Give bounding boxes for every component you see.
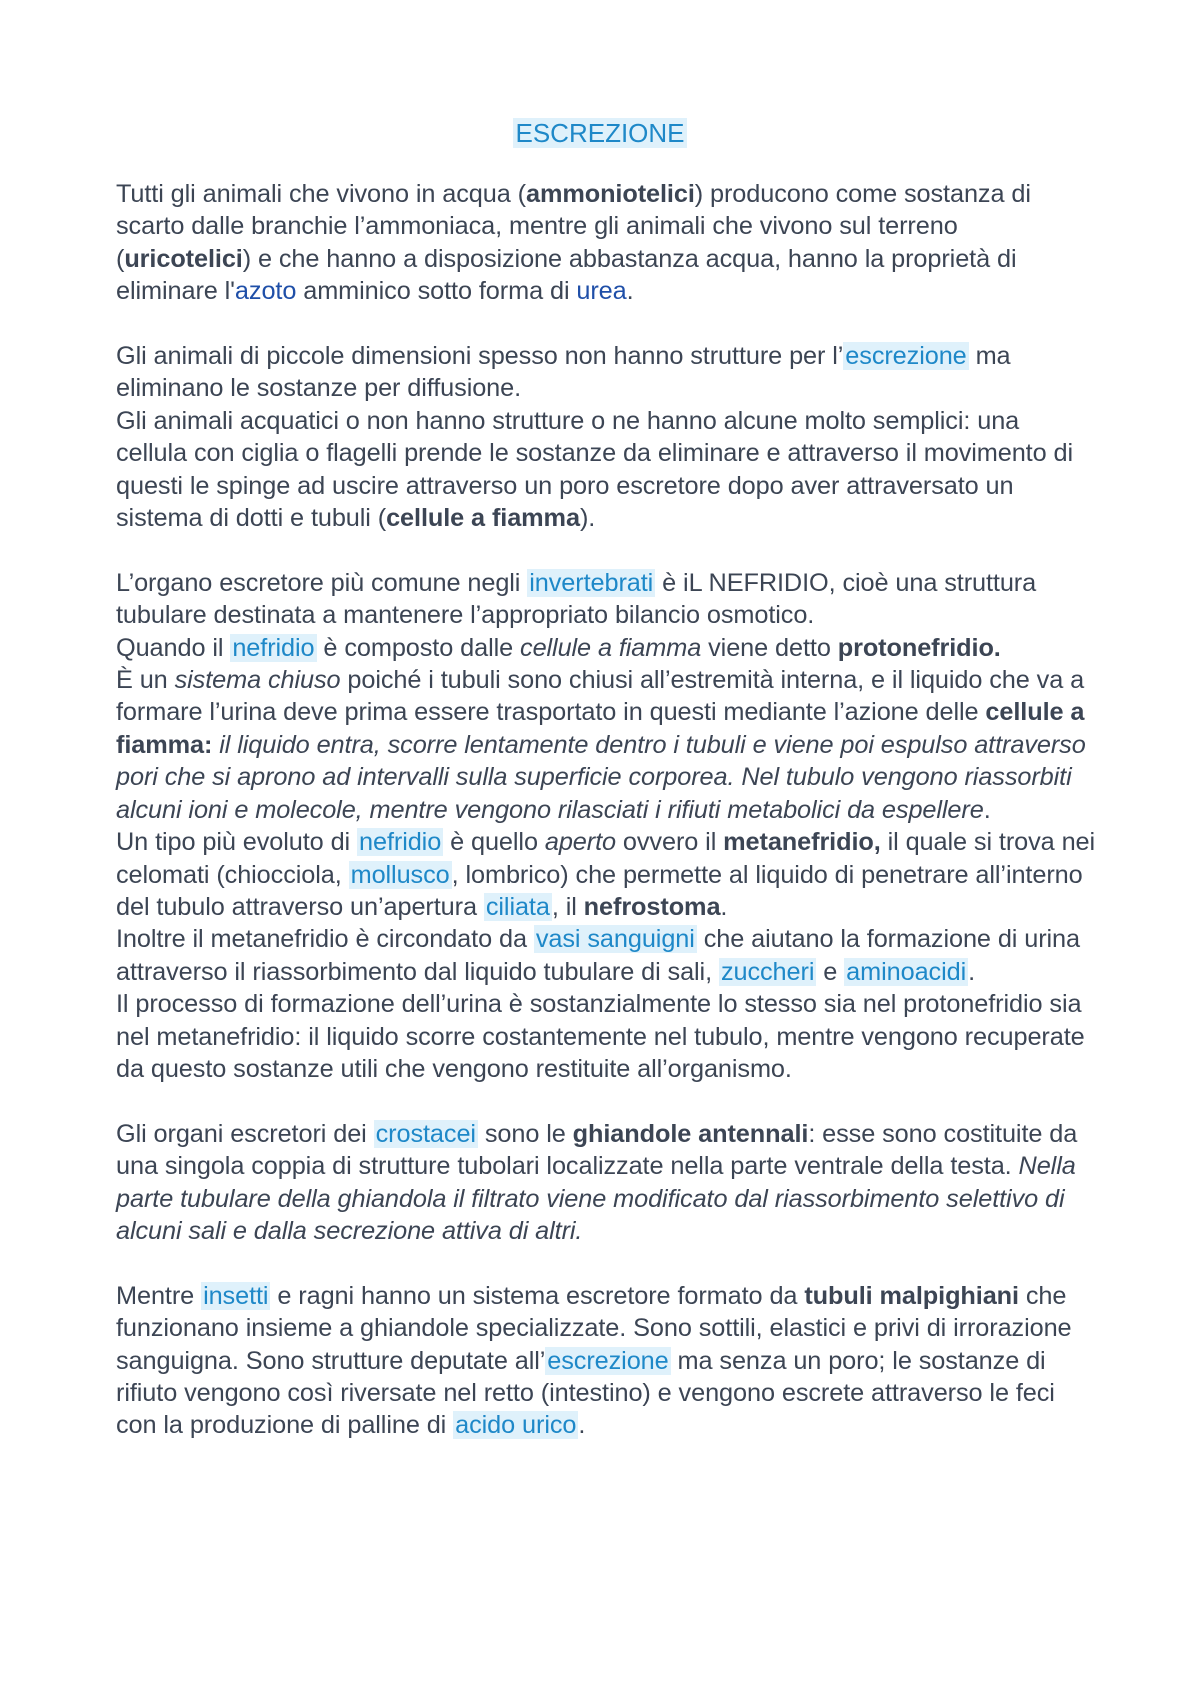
italic-aperto: aperto — [544, 828, 616, 857]
highlight-nefridio[interactable]: nefridio — [359, 828, 442, 857]
highlight-escrezione[interactable]: escrezione — [547, 1346, 669, 1375]
paragraph-gap — [116, 1085, 1096, 1117]
text: è iL NEFRIDIO, cioè una struttura tubulare destinata a mantenere l’appropriato bilancio osmotico. — [116, 568, 1037, 630]
text: amminico sotto forma di — [296, 277, 577, 306]
highlight-acido-urico[interactable]: acido urico — [455, 1411, 577, 1440]
highlight-insetti[interactable]: insetti — [203, 1281, 269, 1310]
highlight-escrezione[interactable]: escrezione — [845, 342, 967, 371]
link-azoto[interactable]: azoto — [234, 277, 297, 306]
term-tubuli-malpighiani: tubuli malpighiani — [804, 1281, 1019, 1310]
text: : esse sono costituite da una singola coppia di strutture tubolari localizzate nella parte ventrale della testa. — [116, 1119, 1078, 1181]
text: Inoltre il metanefridio è circondato da — [116, 925, 534, 954]
term-cellule-a-fiamma: cellule a fiamma — [386, 504, 580, 533]
highlight-nefridio[interactable]: nefridio — [232, 633, 315, 662]
text: . — [968, 957, 976, 986]
text: è quello — [443, 828, 545, 857]
highlight-ciliata[interactable]: ciliata — [485, 892, 550, 921]
text: Un tipo più evoluto di — [116, 828, 357, 857]
text: . — [720, 892, 728, 921]
paragraph-vasi-sanguigni — [116, 923, 1096, 988]
text: ) e che hanno a disposizione abbastanza acqua, hanno la proprietà di eliminare l' — [116, 244, 1017, 306]
highlight-mollusco[interactable]: mollusco — [350, 860, 450, 889]
title-highlight: ESCREZIONE — [515, 118, 685, 148]
text: ). — [579, 504, 596, 533]
document-title — [0, 113, 1200, 153]
italic-cellule-a-fiamma: cellule a fiamma — [520, 633, 702, 662]
paragraph-insetti — [116, 1280, 1096, 1442]
text: sono le — [477, 1119, 573, 1148]
text: poiché i tubuli sono chiusi all’estremità interna, e il liquido che va a formare l’urina deve prima essere trasportato in questi mediante l’azione delle — [116, 666, 1085, 727]
text: è composto dalle — [316, 633, 521, 662]
highlight-crostacei[interactable]: crostacei — [375, 1119, 476, 1148]
text: ma eliminano le sostanze per diffusione. — [116, 342, 1011, 403]
text: ) producono come sostanza di scarto dalle branchie l’ammoniaca, mentre gli animali che vivono sul terreno ( — [116, 180, 1031, 273]
text: e — [816, 957, 845, 986]
text: È un — [116, 666, 175, 695]
text: . — [626, 277, 634, 306]
text: . — [578, 1411, 586, 1440]
text: ma senza un poro; le sostanze di rifiuto vengono così riversate nel retto (intestino) e vengono escrete attraverso le feci con la produzione di palline di — [116, 1346, 1055, 1440]
text: Mentre — [116, 1281, 202, 1310]
paragraph-piccole-dimensioni — [116, 340, 1096, 405]
paragraph-gap — [116, 534, 1096, 566]
paragraph-crostacei — [116, 1118, 1096, 1248]
term-nefrostoma: nefrostoma — [583, 892, 721, 921]
document-body — [116, 178, 1096, 1442]
text: ovvero il — [615, 828, 724, 857]
paragraph-ammoniotelici — [116, 178, 1096, 308]
text: . — [983, 795, 991, 824]
text: che funzionano insieme a ghiandole specializzate. Sono sottili, elastici e privi di irrorazione sanguigna. Sono strutture deputate all’ — [116, 1281, 1072, 1375]
text: viene detto — [701, 633, 838, 662]
highlight-vasi-sanguigni[interactable]: vasi sanguigni — [535, 925, 695, 954]
text: Gli animali di piccole dimensioni spesso non hanno strutture per l’ — [116, 342, 844, 371]
paragraph-processo-urina — [116, 988, 1096, 1085]
term-metanefridio: metanefridio, — [723, 828, 881, 857]
highlight-zuccheri[interactable]: zuccheri — [720, 957, 815, 986]
link-urea[interactable]: urea — [576, 277, 627, 306]
highlight-invertebrati[interactable]: invertebrati — [529, 568, 654, 597]
highlight-aminoacidi[interactable]: aminoacidi — [846, 957, 967, 986]
term-cellule-a-fiamma: cellule a fiamma: — [116, 698, 1085, 759]
paragraph-gap — [116, 1247, 1096, 1279]
term-ghiandole-antennali: ghiandole antennali — [572, 1119, 809, 1148]
italic-sistema-chiuso: sistema chiuso — [174, 666, 341, 695]
text: Quando il — [116, 633, 231, 662]
text: Il processo di formazione dell’urina è sostanzialmente lo stesso sia nel protonefridio sia nel metanefridio: il liquido scorre costantemente nel tubulo, mentre vengono recuperate da questo sostanze utili che vengono restituite all’organismo. — [116, 990, 1085, 1083]
text: L’organo escretore più comune negli — [116, 568, 528, 597]
term-ammoniotelici: ammoniotelici — [525, 180, 695, 208]
paragraph-metanefridio — [116, 826, 1096, 923]
term-uricotelici: uricotelici — [124, 244, 243, 273]
paragraph-nefridio — [116, 567, 1096, 632]
paragraph-protonefridio — [116, 632, 1096, 664]
text: , lombrico) che permette al liquido di penetrare all’interno del tubulo attraverso un’apertura — [116, 860, 1083, 921]
text: che aiutano la formazione di urina attraverso il riassorbimento dal liquido tubulare di sali, — [116, 925, 1080, 986]
text: Gli animali acquatici o non hanno strutture o ne hanno alcune molto semplici: una cellula con ciglia o flagelli prende le sostanze da eliminare e attraverso il movimento di questi le spinge ad uscire attraverso un poro escretore dopo aver attraversato un sistema di dotti e tubuli ( — [116, 406, 1074, 533]
text: il quale si trova nei celomati (chiocciola, — [116, 828, 1096, 889]
text: , il — [551, 892, 584, 921]
italic-descrizione-liquido: il liquido entra, scorre lentamente dentro i tubuli e viene poi espulso attraverso pori che si aprono ad intervalli sulla superficie corporea. Nel tubulo vengono riassorbiti alcuni ioni e molecole, mentre vengono rilasciati i rifiuti metabolici da espellere — [116, 730, 1086, 824]
text: e ragni hanno un sistema escretore formato da — [270, 1281, 805, 1310]
paragraph-acquatici — [116, 405, 1096, 535]
text: Gli organi escretori dei — [116, 1119, 374, 1148]
italic-filtrato: Nella parte tubulare della ghiandola il filtrato viene modificato dal riassorbimento selettivo di alcuni sali e dalla secrezione attiva di altri. — [116, 1152, 1076, 1245]
term-protonefridio: protonefridio. — [837, 633, 1001, 662]
paragraph-gap — [116, 308, 1096, 340]
paragraph-sistema-chiuso — [116, 664, 1096, 826]
text: Tutti gli animali che vivono in acqua ( — [116, 180, 526, 208]
